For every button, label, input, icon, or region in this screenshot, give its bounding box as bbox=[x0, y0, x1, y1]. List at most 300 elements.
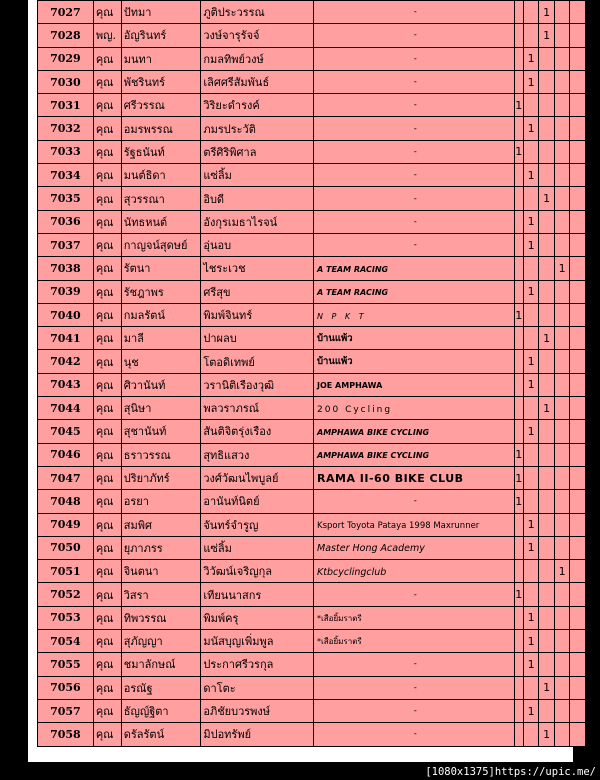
category-cell-4 bbox=[554, 676, 570, 699]
category-cell-1 bbox=[514, 233, 523, 256]
bib-number: 7036 bbox=[38, 210, 94, 233]
last-name: เลิศศรีสัมพันธ์ bbox=[201, 70, 314, 93]
category-cell-1 bbox=[514, 560, 523, 583]
table-row bbox=[38, 210, 586, 233]
name-title: คุณ bbox=[93, 536, 121, 559]
bib-number: 7053 bbox=[38, 606, 94, 629]
category-mark: 1 bbox=[523, 420, 539, 443]
table-row bbox=[38, 1, 586, 24]
team-name bbox=[314, 117, 515, 140]
team-name-text: A TEAM RACING bbox=[317, 264, 389, 274]
team-name-text: JOE AMPHAWA bbox=[317, 381, 383, 391]
team-name-text: RAMA II-60 BIKE CLUB bbox=[317, 471, 464, 485]
team-name bbox=[314, 350, 515, 373]
first-name: รัชฎาพร bbox=[121, 280, 201, 303]
team-name bbox=[314, 303, 515, 326]
name-title: คุณ bbox=[93, 583, 121, 606]
category-cell-5 bbox=[570, 164, 586, 187]
table-row bbox=[38, 490, 586, 513]
category-cell-5 bbox=[570, 327, 586, 350]
category-cell-2 bbox=[523, 140, 539, 163]
name-title: คุณ bbox=[93, 164, 121, 187]
category-cell-2 bbox=[523, 723, 539, 746]
last-name: ดาโตะ bbox=[201, 676, 314, 699]
category-cell-4 bbox=[554, 397, 570, 420]
category-mark: 1 bbox=[514, 466, 523, 489]
name-title: คุณ bbox=[93, 280, 121, 303]
name-title: คุณ bbox=[93, 420, 121, 443]
category-mark: 1 bbox=[523, 164, 539, 187]
category-cell-5 bbox=[570, 443, 586, 466]
category-cell-1 bbox=[514, 630, 523, 653]
name-title: พญ. bbox=[93, 24, 121, 47]
category-cell-1 bbox=[514, 257, 523, 280]
category-cell-4 bbox=[554, 699, 570, 722]
team-name bbox=[314, 1, 515, 24]
category-cell-5 bbox=[570, 653, 586, 676]
category-cell-1 bbox=[514, 327, 523, 350]
first-name: อรณัฐ bbox=[121, 676, 201, 699]
last-name: อภิชัยบวรพงษ์ bbox=[201, 699, 314, 722]
bib-number: 7045 bbox=[38, 420, 94, 443]
last-name: พิมพ์ครุ bbox=[201, 606, 314, 629]
category-mark: 1 bbox=[514, 94, 523, 117]
bib-number: 7058 bbox=[38, 723, 94, 746]
team-name bbox=[314, 327, 515, 350]
team-name-text: - bbox=[413, 706, 417, 717]
category-cell-5 bbox=[570, 676, 586, 699]
name-title: คุณ bbox=[93, 140, 121, 163]
name-title: คุณ bbox=[93, 1, 121, 24]
team-name bbox=[314, 443, 515, 466]
team-name-text: - bbox=[413, 216, 417, 227]
bib-number: 7056 bbox=[38, 676, 94, 699]
category-cell-1 bbox=[514, 397, 523, 420]
category-mark: 1 bbox=[514, 490, 523, 513]
category-cell-1 bbox=[514, 47, 523, 70]
first-name: นัทธหนต์ bbox=[121, 210, 201, 233]
table-row bbox=[38, 280, 586, 303]
name-title: คุณ bbox=[93, 373, 121, 396]
first-name: สุภัญญา bbox=[121, 630, 201, 653]
table-row bbox=[38, 443, 586, 466]
category-cell-3 bbox=[539, 466, 555, 489]
table-row bbox=[38, 466, 586, 489]
category-cell-3 bbox=[539, 280, 555, 303]
table-row bbox=[38, 560, 586, 583]
name-title: คุณ bbox=[93, 47, 121, 70]
category-cell-3 bbox=[539, 164, 555, 187]
category-cell-4 bbox=[554, 583, 570, 606]
category-cell-3 bbox=[539, 513, 555, 536]
category-mark: 1 bbox=[523, 536, 539, 559]
category-cell-1 bbox=[514, 210, 523, 233]
last-name: ภมรประวัติ bbox=[201, 117, 314, 140]
category-cell-3 bbox=[539, 373, 555, 396]
last-name: ไชระเวช bbox=[201, 257, 314, 280]
bib-number: 7047 bbox=[38, 466, 94, 489]
category-cell-4 bbox=[554, 187, 570, 210]
category-cell-1 bbox=[514, 70, 523, 93]
category-mark: 1 bbox=[523, 280, 539, 303]
category-cell-4 bbox=[554, 140, 570, 163]
category-cell-3 bbox=[539, 699, 555, 722]
bib-number: 7039 bbox=[38, 280, 94, 303]
team-name-text: Ktbcyclingclub bbox=[317, 566, 387, 578]
team-name bbox=[314, 70, 515, 93]
team-name bbox=[314, 140, 515, 163]
table-row bbox=[38, 24, 586, 47]
category-cell-4 bbox=[554, 653, 570, 676]
category-cell-5 bbox=[570, 466, 586, 489]
category-cell-5 bbox=[570, 583, 586, 606]
team-name bbox=[314, 723, 515, 746]
first-name: ดรัลรัตน์ bbox=[121, 723, 201, 746]
last-name: อังกุรเมธาไรจน์ bbox=[201, 210, 314, 233]
category-cell-5 bbox=[570, 397, 586, 420]
table-row bbox=[38, 164, 586, 187]
table-row bbox=[38, 350, 586, 373]
team-name-text: - bbox=[413, 53, 417, 64]
category-cell-5 bbox=[570, 560, 586, 583]
bib-number: 7032 bbox=[38, 117, 94, 140]
category-cell-3 bbox=[539, 140, 555, 163]
category-cell-4 bbox=[554, 233, 570, 256]
first-name: ปริยาภัทร์ bbox=[121, 466, 201, 489]
category-cell-3 bbox=[539, 117, 555, 140]
category-cell-4 bbox=[554, 536, 570, 559]
first-name: ศิวานันท์ bbox=[121, 373, 201, 396]
first-name: อมรพรรณ bbox=[121, 117, 201, 140]
team-name-text: - bbox=[413, 589, 417, 600]
name-title: คุณ bbox=[93, 466, 121, 489]
category-mark: 1 bbox=[514, 303, 523, 326]
category-cell-1 bbox=[514, 164, 523, 187]
bib-number: 7038 bbox=[38, 257, 94, 280]
bib-number: 7029 bbox=[38, 47, 94, 70]
team-name-text: บ้านแพ้ว bbox=[317, 356, 353, 368]
team-name bbox=[314, 47, 515, 70]
category-cell-5 bbox=[570, 47, 586, 70]
team-name bbox=[314, 630, 515, 653]
category-cell-4 bbox=[554, 373, 570, 396]
team-name bbox=[314, 606, 515, 629]
category-cell-3 bbox=[539, 490, 555, 513]
category-cell-2 bbox=[523, 443, 539, 466]
first-name: วิสรา bbox=[121, 583, 201, 606]
team-name bbox=[314, 257, 515, 280]
last-name: มนัสบุญเพิ่มพูล bbox=[201, 630, 314, 653]
category-cell-1 bbox=[514, 280, 523, 303]
name-title: คุณ bbox=[93, 397, 121, 420]
category-mark: 1 bbox=[514, 443, 523, 466]
name-title: คุณ bbox=[93, 327, 121, 350]
last-name: แซ่ลิ้ม bbox=[201, 536, 314, 559]
category-mark: 1 bbox=[523, 70, 539, 93]
team-name-text: 200 Cycling bbox=[317, 404, 393, 415]
category-cell-3 bbox=[539, 47, 555, 70]
table-row bbox=[38, 303, 586, 326]
bib-number: 7052 bbox=[38, 583, 94, 606]
last-name: ตรีศิริพิศาล bbox=[201, 140, 314, 163]
category-cell-2 bbox=[523, 397, 539, 420]
category-cell-2 bbox=[523, 94, 539, 117]
team-name bbox=[314, 583, 515, 606]
last-name: โตอดิเทพย์ bbox=[201, 350, 314, 373]
team-name bbox=[314, 164, 515, 187]
category-cell-2 bbox=[523, 583, 539, 606]
first-name: รัตนา bbox=[121, 257, 201, 280]
category-mark: 1 bbox=[539, 676, 555, 699]
category-mark: 1 bbox=[539, 1, 555, 24]
team-name-text: - bbox=[413, 240, 417, 251]
category-mark: 1 bbox=[539, 187, 555, 210]
bib-number: 7054 bbox=[38, 630, 94, 653]
category-cell-2 bbox=[523, 560, 539, 583]
category-cell-2 bbox=[523, 490, 539, 513]
name-title: คุณ bbox=[93, 443, 121, 466]
bib-number: 7037 bbox=[38, 233, 94, 256]
table-row bbox=[38, 583, 586, 606]
team-name bbox=[314, 560, 515, 583]
category-cell-5 bbox=[570, 606, 586, 629]
category-mark: 1 bbox=[554, 560, 570, 583]
last-name: แซ่ลิ้ม bbox=[201, 164, 314, 187]
name-title: คุณ bbox=[93, 257, 121, 280]
table-row bbox=[38, 70, 586, 93]
category-mark: 1 bbox=[523, 350, 539, 373]
category-cell-5 bbox=[570, 70, 586, 93]
first-name: ยุภาภรร bbox=[121, 536, 201, 559]
name-title: คุณ bbox=[93, 513, 121, 536]
category-cell-5 bbox=[570, 94, 586, 117]
table-row bbox=[38, 94, 586, 117]
category-cell-3 bbox=[539, 536, 555, 559]
first-name: อัญรินทร์ bbox=[121, 24, 201, 47]
category-mark: 1 bbox=[539, 723, 555, 746]
category-mark: 1 bbox=[523, 653, 539, 676]
category-cell-2 bbox=[523, 187, 539, 210]
category-cell-4 bbox=[554, 327, 570, 350]
category-cell-5 bbox=[570, 257, 586, 280]
bib-number: 7048 bbox=[38, 490, 94, 513]
team-name-text: N P K T bbox=[317, 311, 367, 321]
first-name: พัชรินทร์ bbox=[121, 70, 201, 93]
category-cell-1 bbox=[514, 723, 523, 746]
category-cell-2 bbox=[523, 676, 539, 699]
team-name-text: - bbox=[413, 30, 417, 41]
bib-number: 7040 bbox=[38, 303, 94, 326]
team-name bbox=[314, 94, 515, 117]
last-name: วิวัฒน์เจริญกุล bbox=[201, 560, 314, 583]
bib-number: 7050 bbox=[38, 536, 94, 559]
category-cell-5 bbox=[570, 630, 586, 653]
first-name: มนต์ธิดา bbox=[121, 164, 201, 187]
category-cell-4 bbox=[554, 466, 570, 489]
category-mark: 1 bbox=[539, 327, 555, 350]
team-name bbox=[314, 233, 515, 256]
bib-number: 7043 bbox=[38, 373, 94, 396]
table-row bbox=[38, 723, 586, 746]
table-row bbox=[38, 117, 586, 140]
team-name bbox=[314, 653, 515, 676]
category-cell-4 bbox=[554, 630, 570, 653]
category-cell-5 bbox=[570, 1, 586, 24]
first-name: รัฐธนันท์ bbox=[121, 140, 201, 163]
category-cell-5 bbox=[570, 513, 586, 536]
category-cell-3 bbox=[539, 94, 555, 117]
first-name: ปัทมา bbox=[121, 1, 201, 24]
category-cell-5 bbox=[570, 233, 586, 256]
team-name bbox=[314, 210, 515, 233]
team-name-text: *เสือยิ้มราตรี bbox=[317, 637, 362, 647]
last-name: วรานิติเรืองวุฒิ bbox=[201, 373, 314, 396]
category-cell-4 bbox=[554, 303, 570, 326]
category-cell-5 bbox=[570, 490, 586, 513]
table-row bbox=[38, 397, 586, 420]
name-title: คุณ bbox=[93, 490, 121, 513]
category-cell-4 bbox=[554, 164, 570, 187]
category-cell-4 bbox=[554, 490, 570, 513]
name-title: คุณ bbox=[93, 606, 121, 629]
name-title: คุณ bbox=[93, 117, 121, 140]
category-cell-2 bbox=[523, 327, 539, 350]
table-row bbox=[38, 513, 586, 536]
category-mark: 1 bbox=[514, 140, 523, 163]
category-cell-1 bbox=[514, 373, 523, 396]
bib-number: 7027 bbox=[38, 1, 94, 24]
bib-number: 7055 bbox=[38, 653, 94, 676]
last-name: ประกาศรีวรกุล bbox=[201, 653, 314, 676]
table-row bbox=[38, 187, 586, 210]
category-cell-5 bbox=[570, 420, 586, 443]
team-name-text: - bbox=[413, 77, 417, 88]
category-mark: 1 bbox=[523, 606, 539, 629]
category-cell-4 bbox=[554, 117, 570, 140]
name-title: คุณ bbox=[93, 94, 121, 117]
category-cell-4 bbox=[554, 47, 570, 70]
table-row bbox=[38, 233, 586, 256]
name-title: คุณ bbox=[93, 233, 121, 256]
last-name: พลวราภรณ์ bbox=[201, 397, 314, 420]
bib-number: 7033 bbox=[38, 140, 94, 163]
team-name bbox=[314, 513, 515, 536]
bib-number: 7034 bbox=[38, 164, 94, 187]
table-row bbox=[38, 699, 586, 722]
team-name-text: Ksport Toyota Pataya 1998 Maxrunner bbox=[317, 521, 480, 532]
category-cell-4 bbox=[554, 1, 570, 24]
last-name: วิริยะดำรงค์ bbox=[201, 94, 314, 117]
last-name: พิมพ์จินทร์ bbox=[201, 303, 314, 326]
category-cell-3 bbox=[539, 560, 555, 583]
table-row bbox=[38, 630, 586, 653]
table-row bbox=[38, 140, 586, 163]
last-name: สุทธิแสวง bbox=[201, 443, 314, 466]
team-name-text: - bbox=[413, 496, 417, 507]
category-mark: 1 bbox=[523, 630, 539, 653]
first-name: อรยา bbox=[121, 490, 201, 513]
category-cell-2 bbox=[523, 303, 539, 326]
team-name bbox=[314, 24, 515, 47]
category-cell-2 bbox=[523, 257, 539, 280]
first-name: ธัญญ์ฐิตา bbox=[121, 699, 201, 722]
category-cell-3 bbox=[539, 233, 555, 256]
category-cell-4 bbox=[554, 443, 570, 466]
category-cell-3 bbox=[539, 583, 555, 606]
name-title: คุณ bbox=[93, 210, 121, 233]
category-cell-2 bbox=[523, 466, 539, 489]
last-name: มิปอทรัพย์ bbox=[201, 723, 314, 746]
name-title: คุณ bbox=[93, 350, 121, 373]
category-cell-3 bbox=[539, 350, 555, 373]
category-cell-5 bbox=[570, 187, 586, 210]
team-name-text: - bbox=[413, 100, 417, 111]
category-cell-1 bbox=[514, 117, 523, 140]
category-cell-5 bbox=[570, 350, 586, 373]
team-name-text: บ้านแพ้ว bbox=[317, 332, 353, 344]
team-name bbox=[314, 373, 515, 396]
category-cell-3 bbox=[539, 653, 555, 676]
first-name: สุวรรณา bbox=[121, 187, 201, 210]
table-row bbox=[38, 420, 586, 443]
table-row bbox=[38, 676, 586, 699]
category-cell-1 bbox=[514, 653, 523, 676]
category-cell-4 bbox=[554, 723, 570, 746]
name-title: คุณ bbox=[93, 560, 121, 583]
last-name: วงษ์จารุรัจจ์ bbox=[201, 24, 314, 47]
name-title: คุณ bbox=[93, 70, 121, 93]
bib-number: 7046 bbox=[38, 443, 94, 466]
category-cell-4 bbox=[554, 350, 570, 373]
name-title: คุณ bbox=[93, 676, 121, 699]
first-name: กาญจน์สุดษย์ bbox=[121, 233, 201, 256]
category-cell-3 bbox=[539, 606, 555, 629]
name-title: คุณ bbox=[93, 187, 121, 210]
bib-number: 7030 bbox=[38, 70, 94, 93]
category-cell-2 bbox=[523, 1, 539, 24]
team-name-text: - bbox=[413, 193, 417, 204]
first-name: ทิพวรรณ bbox=[121, 606, 201, 629]
category-mark: 1 bbox=[523, 117, 539, 140]
first-name: สุชานันท์ bbox=[121, 420, 201, 443]
team-name-text: Master Hong Academy bbox=[317, 543, 425, 555]
table-row bbox=[38, 47, 586, 70]
category-cell-4 bbox=[554, 210, 570, 233]
name-title: คุณ bbox=[93, 723, 121, 746]
category-cell-4 bbox=[554, 513, 570, 536]
category-cell-3 bbox=[539, 443, 555, 466]
team-name-text: - bbox=[413, 682, 417, 693]
table-row bbox=[38, 373, 586, 396]
category-mark: 1 bbox=[523, 210, 539, 233]
team-name bbox=[314, 280, 515, 303]
category-cell-1 bbox=[514, 676, 523, 699]
category-cell-3 bbox=[539, 630, 555, 653]
category-cell-1 bbox=[514, 187, 523, 210]
category-cell-3 bbox=[539, 303, 555, 326]
category-cell-5 bbox=[570, 699, 586, 722]
bib-number: 7035 bbox=[38, 187, 94, 210]
name-title: คุณ bbox=[93, 653, 121, 676]
document-page bbox=[28, 0, 573, 762]
team-name-text: A TEAM RACING bbox=[317, 288, 389, 298]
category-cell-1 bbox=[514, 1, 523, 24]
first-name: สมพิศ bbox=[121, 513, 201, 536]
table-row bbox=[38, 257, 586, 280]
category-cell-3 bbox=[539, 70, 555, 93]
team-name bbox=[314, 676, 515, 699]
first-name: มาลี bbox=[121, 327, 201, 350]
